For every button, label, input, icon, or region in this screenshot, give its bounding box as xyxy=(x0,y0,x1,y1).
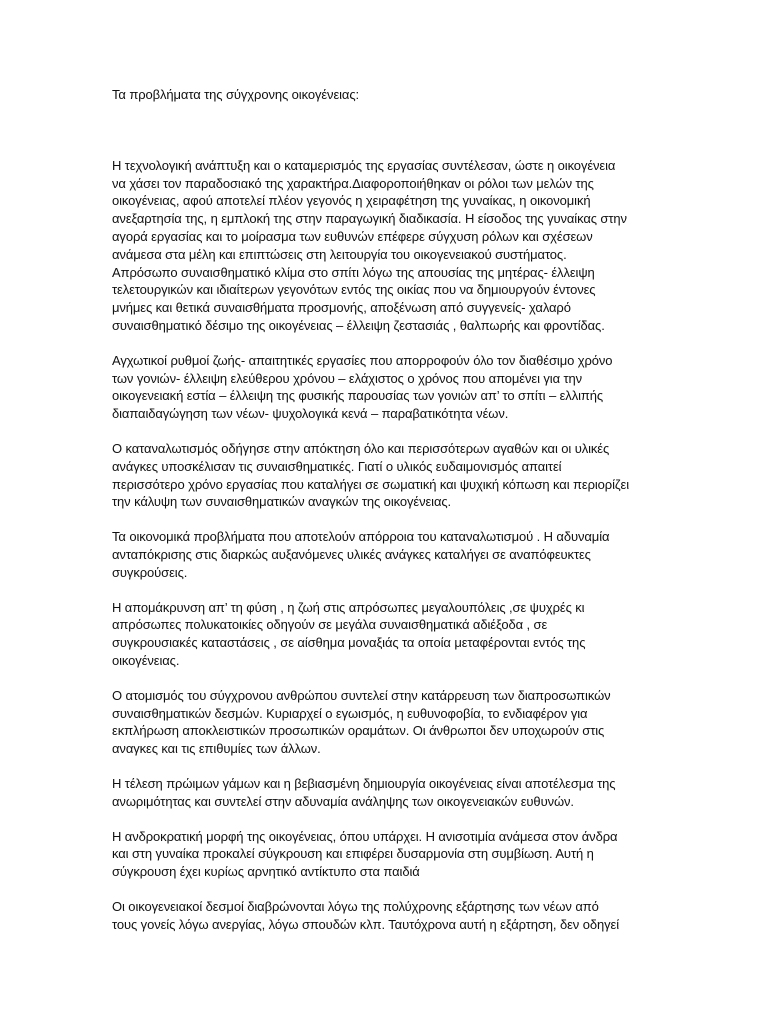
paragraph-early-marriage: Η τέλεση πρώιμων γάμων και η βεβιασμένη δημιουργία οικογένειας είναι αποτέλεσμα της ανωριμότητας και συντελεί στην αδυναμία ανάληψης των οικογενειακών ευθυνών. xyxy=(112,775,616,809)
paragraph-economic-problems: Τα οικονομικά προβλήματα που αποτελούν απόρροια του καταναλωτισμού . Η αδυναμία ανταπόκρισης στις διαρκώς αυξανόμενες υλικές ανάγκες καταλήγει σε αναπόφευκτες συγκρούσεις. xyxy=(112,529,610,580)
paragraph-stressful-rhythms: Αγχωτικοί ρυθμοί ζωής- απαιτητικές εργασίες που απορροφούν όλο τον διαθέσιμο χρόνο των γονιών- έλλειψη ελεύθερου χρόνου – ελάχιστος ο χρόνος που απομένει για την οικογενειακή εστία – έλλειψη της φυσικής παρουσίας των γονιών απ’ το σπίτι – ελλιπής διαπαιδαγώγηση των νέων- ψυχολογικά κενά – παραβατικότητα νέων. xyxy=(112,352,613,422)
paragraph-technology-division-of-labor: Η τεχνολογική ανάπτυξη και ο καταμερισμός της εργασίας συντέλεσαν, ώστε η οικογένεια να χάσει τον παραδοσιακό της χαρακτήρα.Διαφοροποιήθηκαν οι ρόλοι των μελών της οικογένειας, αφού αποτελεί πλέον γεγονός η χειραφέτηση της γυναίκας, η οικονομική ανεξαρτησία της, η εμπλοκή της στην παραγωγική διαδικασία. Η είσοδος της γυναίκας στην αγορά εργασίας και το μοίρασμα των ευθυνών επέφερε σύγχυση ρόλων και σχέσεων ανάμεσα στα μέλη και επιπτώσεις στη λειτουργία του οικογενειακού συστήματος. Απρόσωπο συναισθηματικό κλίμα στο σπίτι λόγω της απουσίας της μητέρας- έλλειψη τελετουργικών και ιδιαίτερων γεγονότων εντός της οικίας που να δημιουργούν έντονες μνήμες και θετικά συναισθήματα προσμονής, αποξένωση από συγγενείς- χαλαρό συναισθηματικό δέσιμο της οικογένειας – έλλειψη ζεστασιάς , θαλπωρής και φροντίδας. xyxy=(112,157,627,333)
paragraph-individualism: Ο ατομισμός του σύγχρονου ανθρώπου συντελεί στην κατάρρευση των διαπροσωπικών συναισθηματικών δεσμών. Κυριαρχεί ο εγωισμός, η ευθυνοφοβία, το ενδιαφέρον για εκπλήρωση αποκλειστικών προσωπικών οραμάτων. Οι άνθρωποι δεν υποχωρούν στις αναγκες και τις επιθυμίες των άλλων. xyxy=(112,687,611,757)
document-title: Τα προβλήματα της σύγχρονης οικογένειας: xyxy=(112,87,360,102)
paragraph-patriarchal-family: Η ανδροκρατική μορφή της οικογένειας, όπου υπάρχει. Η ανισοτιμία ανάμεσα στον άνδρα και στη γυναίκα προκαλεί σύγκρουση και επιφέρει δυσαρμονία στη συμβίωση. Αυτή η σύγκρουση έχει κυρίως αρνητικό αντίκτυπο στα παιδιά xyxy=(112,828,618,880)
paragraph-consumerism: Ο καταναλωτισμός οδήγησε στην απόκτηση όλο και περισσότερων αγαθών και οι υλικές ανάγκες υποσκέλισαν τις συναισθηματικές. Γιατί ο υλικός ευδαιμονισμός απαιτεί περισσότερο χρόνο εργασίας που καταλήγει σε σωματική και ψυχική κόπωση και περιορίζει την κάλυψη των συναισθηματικών αναγκών της οικογένειας. xyxy=(112,440,629,510)
paragraph-distance-from-nature: Η απομάκρυνση απ’ τη φύση , η ζωή στις απρόσωπες μεγαλουπόλεις ,σε ψυχρές κι απρόσωπες πολυκατοικίες οδηγούν σε μεγάλα συναισθηματικά αδιέξοδα , σε συγκρουσιακές καταστάσεις , σε αίσθημα μοναξιάς τα οποία μεταφέρονται εντός της οικογένειας. xyxy=(112,599,586,668)
paragraph-family-bonds: Οι οικογενειακοί δεσμοί διαβρώνονται λόγω της πολύχρονης εξάρτησης των νέων από τους γονείς λόγω ανεργίας, λόγω σπουδών κλπ. Ταυτόχρονα αυτή η εξάρτηση, δεν οδηγεί xyxy=(112,898,619,932)
document-page xyxy=(112,86,660,950)
